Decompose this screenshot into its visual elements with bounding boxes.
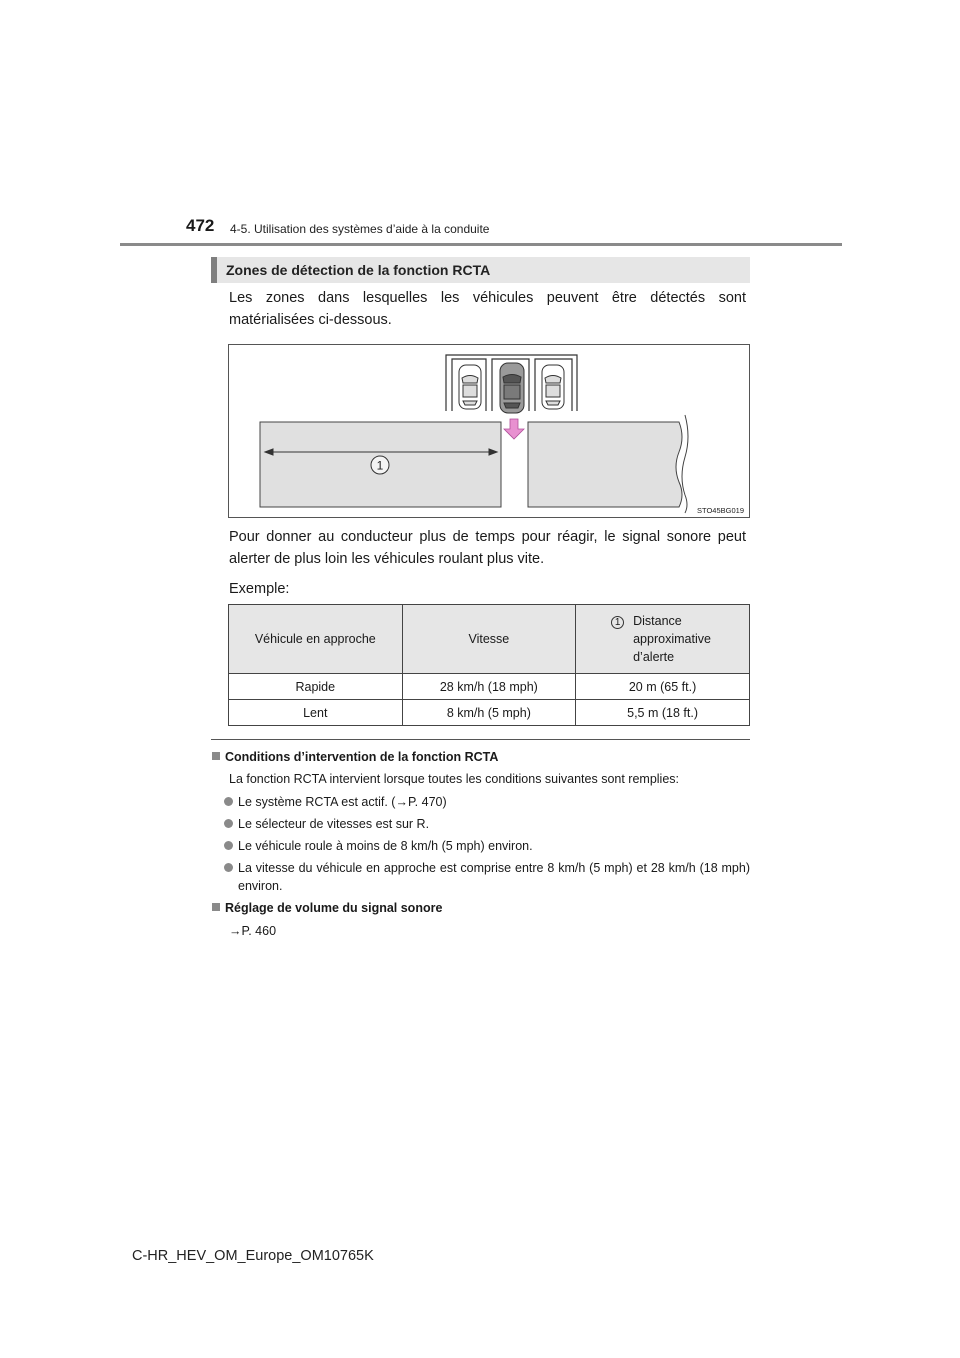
cell-vehicle: Rapide: [229, 674, 403, 700]
conditions-intro: La fonction RCTA intervient lorsque toutes les conditions suivantes sont remplies:: [229, 772, 679, 786]
table-row: [229, 700, 750, 726]
page-number: 472: [186, 216, 215, 235]
list-item-text: Le sélecteur de vitesses est sur R.: [238, 817, 430, 831]
conditions-heading: [212, 750, 498, 764]
volume-reference-link[interactable]: →P. 460: [229, 924, 277, 938]
alert-distance-table: [228, 604, 750, 726]
square-bullet-icon: [212, 752, 220, 760]
list-item: [222, 859, 750, 895]
cell-speed: 28 km/h (18 mph): [402, 674, 576, 700]
cell-speed: 8 km/h (5 mph): [402, 700, 576, 726]
own-car-icon: [500, 363, 524, 413]
header-distance-line3: d’alerte: [633, 650, 675, 664]
list-item-text: Le système RCTA est actif. (→P. 470): [238, 795, 447, 809]
table-header-row: [229, 605, 750, 674]
parked-car-left-icon: [459, 365, 481, 409]
intro-paragraph: Les zones dans lesquelles les véhicules peuvent être détectés sont matérialisées ci-dessous.: [229, 290, 746, 328]
header-speed: Vitesse: [402, 605, 576, 674]
volume-heading-text: Réglage de volume du signal sonore: [225, 901, 443, 915]
speed-paragraph: Pour donner au conducteur plus de temps pour réagir, le signal sonore peut alerter de plus loin les véhicules roulant plus vite.: [229, 529, 746, 567]
callout-number: 1: [376, 458, 384, 473]
reverse-arrow-icon: [504, 419, 524, 439]
header-distance: [576, 605, 750, 674]
list-item: [222, 793, 750, 811]
list-item-text: La vitesse du véhicule en approche est comprise entre 8 km/h (5 mph) et 28 km/h (18 mph) environ.: [238, 861, 750, 893]
section-title: Zones de détection de la fonction RCTA: [211, 257, 750, 283]
table-row: [229, 674, 750, 700]
cell-distance: 5,5 m (18 ft.): [576, 700, 750, 726]
round-bullet-icon: [224, 863, 233, 872]
round-bullet-icon: [224, 841, 233, 850]
callout-circle: 1: [611, 616, 624, 629]
cell-distance: 20 m (65 ft.): [576, 674, 750, 700]
cell-vehicle: Lent: [229, 700, 403, 726]
volume-heading: [212, 901, 442, 915]
header-rule: [120, 243, 842, 246]
list-item: [222, 815, 750, 833]
list-item: [222, 837, 750, 855]
footer-doc-id: C-HR_HEV_OM_Europe_OM10765K: [132, 1248, 374, 1264]
square-bullet-icon: [212, 903, 220, 911]
detection-zone-diagram: [228, 344, 750, 518]
parked-car-right-icon: [542, 365, 564, 409]
conditions-heading-text: Conditions d’intervention de la fonction RCTA: [225, 750, 499, 764]
header-vehicle: Véhicule en approche: [229, 605, 403, 674]
detection-zone-right: [528, 422, 682, 507]
round-bullet-icon: [224, 797, 233, 806]
example-label: Exemple:: [229, 581, 290, 597]
list-item-text: Le véhicule roule à moins de 8 km/h (5 mph) environ.: [238, 839, 533, 853]
break-line: [682, 415, 688, 513]
header-distance-line2: approximative: [633, 632, 711, 646]
round-bullet-icon: [224, 819, 233, 828]
figure-code: STO45BG019: [697, 506, 744, 515]
header-distance-line1: Distance: [633, 614, 682, 628]
separator-rule: [211, 739, 750, 740]
chapter-title: 4-5. Utilisation des systèmes d’aide à la conduite: [230, 222, 490, 236]
